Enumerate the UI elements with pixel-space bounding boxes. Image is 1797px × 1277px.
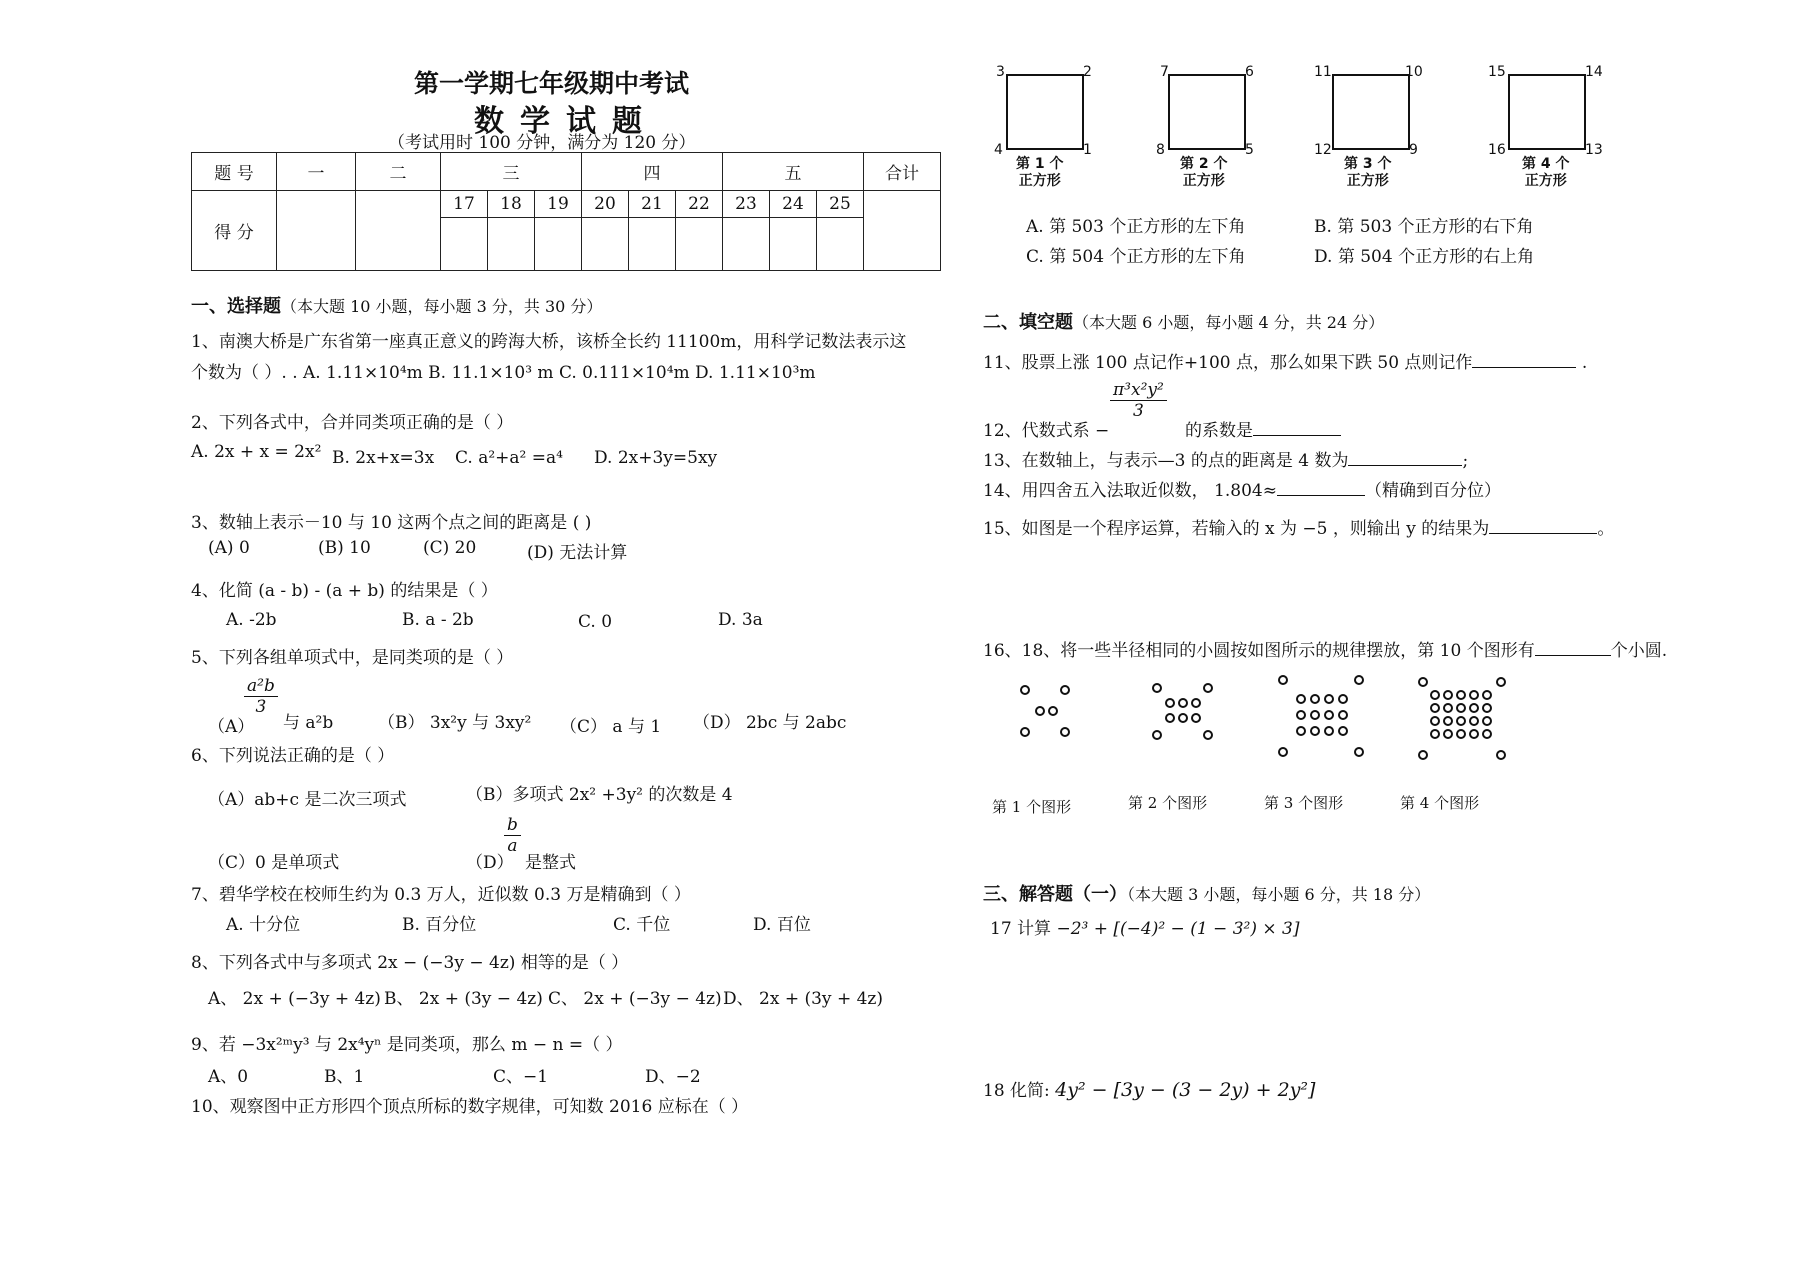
circle (1443, 716, 1453, 726)
circle (1165, 713, 1175, 723)
corner-label: 7 (1160, 64, 1169, 80)
question-8-option-b: B、 2x + (3y − 4z) (384, 989, 543, 1009)
corner-label: 16 (1488, 142, 1506, 158)
figure-caption-4: 第 4 个图形 (1400, 794, 1480, 812)
question-11: 11、股票上涨 100 点记作+100 点，那么如果下跌 50 点则记作 . (983, 353, 1588, 373)
question-5-option-c: （C） a 与 1 (560, 717, 662, 737)
question-7-option-a: A. 十分位 (226, 915, 301, 935)
circle (1443, 703, 1453, 713)
circle (1296, 694, 1306, 704)
question-number-cell: 23 (723, 191, 770, 218)
corner-label: 6 (1245, 64, 1254, 80)
circle (1338, 694, 1348, 704)
circle (1203, 683, 1213, 693)
question-2-option-d: D. 2x+3y=5xy (594, 448, 718, 468)
score-input-cell (770, 218, 817, 271)
question-5-fraction: $\frac{\text{a²b}}{3}$ (244, 676, 278, 717)
circle (1418, 677, 1428, 687)
square-2 (1168, 74, 1246, 150)
question-9-option-c: C、−1 (493, 1067, 549, 1087)
score-header-cell: 二 (356, 153, 441, 191)
circle (1152, 730, 1162, 740)
circle (1443, 690, 1453, 700)
score-header-cell: 三 (441, 153, 582, 191)
question-number-cell: 18 (488, 191, 535, 218)
question-8-option-a: A、 2x + (−3y + 4z) (208, 989, 381, 1009)
circle (1020, 727, 1030, 737)
circle (1060, 727, 1070, 737)
question-2: 2、下列各式中，合并同类项正确的是（ ） (191, 413, 514, 433)
circle (1496, 677, 1506, 687)
circle (1354, 675, 1364, 685)
circle (1020, 685, 1030, 695)
question-10-option-a: A. 第 503 个正方形的左下角 (1026, 217, 1246, 237)
question-3-option-c: (C) 20 (423, 538, 477, 558)
question-5-option-b: （B） 3x²y 与 3xy² (378, 713, 532, 733)
circle (1278, 747, 1288, 757)
circle (1482, 703, 1492, 713)
circle (1482, 716, 1492, 726)
circle (1354, 747, 1364, 757)
question-3: 3、数轴上表示－10 与 10 这两个点之间的距离是 ( ) (191, 513, 592, 533)
circle (1338, 710, 1348, 720)
question-10-option-d: D. 第 504 个正方形的右上角 (1314, 247, 1535, 267)
score-input-cell (629, 218, 676, 271)
corner-label: 13 (1585, 142, 1603, 158)
square-caption: 第 3 个 正方形 (1344, 156, 1392, 189)
exam-subtitle: （考试用时 100 分钟，满分为 120 分） (388, 133, 696, 153)
score-table (191, 152, 941, 271)
question-2-option-a: A. 2x + x = 2x² (191, 442, 322, 462)
question-9-option-a: A、0 (208, 1067, 249, 1087)
corner-label: 5 (1245, 142, 1254, 158)
square-caption: 第 2 个 正方形 (1180, 156, 1228, 189)
question-5-option-a: （A） (208, 717, 255, 737)
corner-label: 14 (1585, 64, 1603, 80)
question-10-option-b: B. 第 503 个正方形的右下角 (1314, 217, 1534, 237)
question-7-option-c: C. 千位 (613, 915, 671, 935)
question-2-option-c: C. a²+a² =a⁴ (455, 448, 563, 468)
square-1 (1006, 74, 1084, 150)
question-number-cell: 17 (441, 191, 488, 218)
question-4-option-b: B. a - 2b (402, 610, 474, 630)
score-input-cell (864, 191, 941, 271)
question-number-cell: 19 (535, 191, 582, 218)
circle (1469, 716, 1479, 726)
circle (1430, 690, 1440, 700)
circle (1430, 716, 1440, 726)
circle (1430, 729, 1440, 739)
question-1-options: 个数为（ ）. . A. 1.11×10⁴m B. 11.1×10³ m C. 0.111×10⁴m D. 1.11×10³m (191, 363, 816, 383)
circle (1203, 730, 1213, 740)
score-input-cell (582, 218, 629, 271)
question-16: 16、18、将一些半径相同的小圆按如图所示的规律摆放，第 10 个图形有 个小圆. (983, 641, 1668, 661)
square-4 (1508, 74, 1586, 150)
question-3-option-b: (B) 10 (318, 538, 371, 558)
question-2-option-b: B. 2x+x=3x (332, 448, 435, 468)
circle (1482, 729, 1492, 739)
exam-title: 第一学期七年级期中考试 (414, 69, 690, 98)
question-4-option-d: D. 3a (718, 610, 763, 630)
circle (1456, 716, 1466, 726)
circle (1191, 698, 1201, 708)
figure-caption-2: 第 2 个图形 (1128, 794, 1208, 812)
section3-heading: 三、解答题（一）（本大题 3 小题，每小题 6 分，共 18 分） (983, 884, 1431, 905)
circle (1496, 750, 1506, 760)
circle (1048, 706, 1058, 716)
score-input-cell (817, 218, 864, 271)
circle (1296, 710, 1306, 720)
circle (1152, 683, 1162, 693)
question-6-option-b: （B）多项式 2x² +3y² 的次数是 4 (466, 785, 733, 805)
circle (1178, 698, 1188, 708)
score-input-cell (535, 218, 582, 271)
circle (1278, 675, 1288, 685)
question-12: 12、代数式系 − (983, 421, 1110, 441)
circle (1191, 713, 1201, 723)
circle (1296, 726, 1306, 736)
question-6-option-a: （A）ab+c 是二次三项式 (208, 790, 407, 810)
circle (1324, 726, 1334, 736)
question-7: 7、碧华学校在校师生约为 0.3 万人，近似数 0.3 万是精确到（ ） (191, 885, 691, 905)
circle (1469, 690, 1479, 700)
circle (1035, 706, 1045, 716)
question-6-option-d-rest: 是整式 (525, 853, 576, 873)
question-5: 5、下列各组单项式中，是同类项的是（ ） (191, 648, 514, 668)
question-17: 17 计算 −2³ + [(−4)² − (1 − 3²) × 3] (990, 919, 1300, 939)
corner-label: 11 (1314, 64, 1332, 80)
question-3-option-d: (D) 无法计算 (527, 543, 628, 563)
question-number-cell: 24 (770, 191, 817, 218)
corner-label: 8 (1156, 142, 1165, 158)
question-4: 4、化简 (a - b) - (a + b) 的结果是（ ） (191, 581, 498, 601)
circle (1310, 694, 1320, 704)
circle (1178, 713, 1188, 723)
score-header-cell: 题 号 (192, 153, 277, 191)
corner-label: 1 (1083, 142, 1092, 158)
score-header-cell: 合计 (864, 153, 941, 191)
circle (1310, 726, 1320, 736)
question-4-option-c: C. 0 (578, 612, 613, 632)
score-header-cell: 一 (277, 153, 356, 191)
question-9-option-b: B、1 (324, 1067, 365, 1087)
circle (1430, 703, 1440, 713)
question-5-option-d: （D） 2bc 与 2abc (693, 713, 847, 733)
circle (1324, 710, 1334, 720)
question-4-option-a: A. -2b (226, 610, 277, 630)
circle (1456, 703, 1466, 713)
circle (1310, 710, 1320, 720)
score-input-cell (676, 218, 723, 271)
circle (1418, 750, 1428, 760)
score-input-cell (723, 218, 770, 271)
circle (1165, 698, 1175, 708)
question-7-option-d: D. 百位 (753, 915, 811, 935)
square-caption: 第 1 个 正方形 (1016, 156, 1064, 189)
circle (1060, 685, 1070, 695)
question-12-fraction: $\frac{\text{π³x²y²}}{3}$ (1110, 380, 1167, 421)
corner-label: 10 (1405, 64, 1423, 80)
figure-caption-1: 第 1 个图形 (992, 798, 1072, 816)
square-caption: 第 4 个 正方形 (1522, 156, 1570, 189)
circle (1443, 729, 1453, 739)
circle (1469, 703, 1479, 713)
score-input-cell (277, 191, 356, 271)
question-number-cell: 21 (629, 191, 676, 218)
circle (1456, 690, 1466, 700)
score-header-cell: 四 (582, 153, 723, 191)
section2-heading: 二、填空题（本大题 6 小题，每小题 4 分，共 24 分） (983, 312, 1385, 333)
figure-caption-3: 第 3 个图形 (1264, 794, 1344, 812)
circle (1456, 729, 1466, 739)
corner-label: 3 (996, 64, 1005, 80)
corner-label: 12 (1314, 142, 1332, 158)
square-3 (1332, 74, 1410, 150)
question-5-option-a-rest: 与 a²b (283, 713, 334, 733)
corner-label: 9 (1409, 142, 1418, 158)
question-8-option-c: C、 2x + (−3y − 4z) (548, 989, 722, 1009)
score-input-cell (488, 218, 535, 271)
score-input-cell (356, 191, 441, 271)
question-8: 8、下列各式中与多项式 2x − (−3y − 4z) 相等的是（ ） (191, 953, 629, 973)
question-6-option-c: （C）0 是单项式 (208, 853, 340, 873)
question-9-option-d: D、−2 (645, 1067, 701, 1087)
question-18: 18 化简: 4y² − [3y − (3 − 2y) + 2y²] (983, 1079, 1316, 1101)
question-8-option-d: D、 2x + (3y + 4z) (723, 989, 883, 1009)
question-3-option-a: (A) 0 (208, 538, 250, 558)
question-1: 1、南澳大桥是广东省第一座真正意义的跨海大桥，该桥全长约 11100m，用科学记数法表示这 (191, 332, 907, 352)
question-number-cell: 22 (676, 191, 723, 218)
question-13: 13、在数轴上，与表示—3 的点的距离是 4 数为 ; (983, 451, 1469, 471)
circle (1482, 690, 1492, 700)
score-input-cell (441, 218, 488, 271)
circle (1469, 729, 1479, 739)
question-7-option-b: B. 百分位 (402, 915, 477, 935)
question-12-rest: 的系数是 (1185, 416, 1341, 441)
question-10: 10、观察图中正方形四个顶点所标的数字规律，可知数 2016 应标在（ ） (191, 1097, 749, 1117)
circle (1338, 726, 1348, 736)
question-number-cell: 25 (817, 191, 864, 218)
circle (1324, 694, 1334, 704)
corner-label: 2 (1083, 64, 1092, 80)
question-number-cell: 20 (582, 191, 629, 218)
section1-heading: 一、选择题（本大题 10 小题，每小题 3 分，共 30 分） (191, 296, 603, 317)
question-14: 14、用四舍五入法取近似数， 1.804≈ （精确到百分位） (983, 481, 1501, 501)
question-6: 6、下列说法正确的是（ ） (191, 746, 395, 766)
corner-label: 4 (994, 142, 1003, 158)
question-6-fraction: $\frac{b}{a}$ (504, 815, 521, 856)
score-header-cell: 五 (723, 153, 864, 191)
question-15: 15、如图是一个程序运算，若输入的 x 为 −5 ，则输出 y 的结果为 。 (983, 519, 1615, 539)
question-9: 9、若 −3x²ᵐy³ 与 2x⁴yⁿ 是同类项，那么 m − n =（ ） (191, 1035, 623, 1055)
score-label-cell: 得 分 (192, 191, 277, 271)
subject-title: 数学试题 (474, 104, 658, 139)
question-10-option-c: C. 第 504 个正方形的左下角 (1026, 247, 1246, 267)
corner-label: 15 (1488, 64, 1506, 80)
question-6-option-d: （D） (466, 853, 514, 873)
